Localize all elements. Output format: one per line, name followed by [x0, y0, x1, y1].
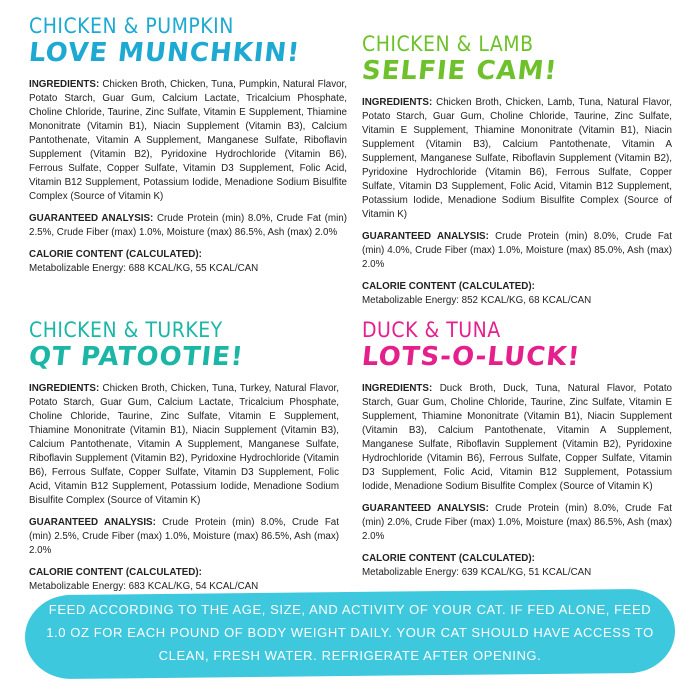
analysis-label: GUARANTEED ANALYSIS: [29, 213, 154, 224]
calorie-label: CALORIE CONTENT (CALCULATED): [362, 281, 535, 292]
ingredients-section [29, 382, 339, 508]
calorie-label: CALORIE CONTENT (CALCULATED): [29, 249, 202, 260]
calorie-section [362, 280, 672, 308]
product-subtitle: CHICKEN & PUMPKIN [29, 14, 234, 38]
product-chicken-lamb [362, 32, 672, 308]
analysis-label: GUARANTEED ANALYSIS: [29, 517, 156, 528]
analysis-section [29, 212, 347, 240]
analysis-text: Crude Protein (min) 8.0%, Crude Fat (min) 2.0%, Crude Fiber (max) 1.0%, Moisture (max) 86.5%, Ash (max) 2.0% [362, 503, 672, 542]
product-name: LOTS-O-LUCK! [360, 342, 582, 372]
calorie-section [29, 566, 339, 594]
ingredients-label: INGREDIENTS: [362, 383, 433, 394]
ingredients-label: INGREDIENTS: [362, 97, 433, 108]
analysis-label: GUARANTEED ANALYSIS: [362, 503, 489, 514]
product-name: SELFIE CAM! [360, 56, 559, 86]
analysis-section [29, 516, 339, 558]
analysis-section [362, 502, 672, 544]
product-subtitle: DUCK & TUNA [362, 318, 501, 342]
calorie-text: Metabolizable Energy: 639 KCAL/KG, 51 KCAL/CAN [362, 567, 592, 578]
calorie-section [29, 248, 347, 276]
ingredients-section [362, 96, 672, 222]
product-name: QT PATOOTIE! [27, 342, 246, 372]
product-subtitle: CHICKEN & LAMB [362, 32, 534, 56]
product-duck-tuna [362, 318, 672, 580]
calorie-text: Metabolizable Energy: 683 KCAL/KG, 54 KCAL/CAN [29, 581, 259, 592]
ingredients-text: Chicken Broth, Chicken, Tuna, Pumpkin, Natural Flavor, Potato Starch, Guar Gum, Calcium Lactate, Tricalcium Phosphate, Choline Chloride, Taurine, Zinc Sulfate, Vitamin E Supplement, Thiamine Mononitrate (Vitamin B1), Niacin Supplement (Vitamin B3), Calcium Pantothenate, Vitamin A Supplement, Manganese Sulfate, Riboflavin Supplement (Vitamin B2), Pyridoxine Hydrochloride (Vitamin B6), Ferrous Sulfate, Copper Sulfate, Vitamin D3 Supplement, Folic Acid, Vitamin B12 Supplement, Potassium Iodide, Menadione Sodium Bisulfite Complex (Source of Vitamin K) [29, 79, 347, 202]
ingredients-label: INGREDIENTS: [29, 79, 100, 90]
calorie-text: Metabolizable Energy: 852 KCAL/KG, 68 KCAL/CAN [362, 295, 592, 306]
feeding-instructions: FEED ACCORDING TO THE AGE, SIZE, AND ACTIVITY OF YOUR CAT. IF FED ALONE, FEED 1.0 OZ FOR EACH POUND OF BODY WEIGHT DAILY. YOUR CAT SHOULD HAVE ACCESS TO CLEAN, FRESH WATER. REFRIGERATE AFTER OPENING. [46, 602, 654, 663]
product-name: LOVE MUNCHKIN! [27, 38, 302, 68]
ingredients-label: INGREDIENTS: [29, 383, 100, 394]
analysis-text: Crude Protein (min) 8.0%, Crude Fat (min) 2.5%, Crude Fiber (max) 1.0%, Moisture (max) 86.5%, Ash (max) 2.0% [29, 517, 339, 556]
analysis-label: GUARANTEED ANALYSIS: [362, 231, 489, 242]
ingredients-section [29, 78, 347, 204]
ingredients-text: Duck Broth, Duck, Tuna, Natural Flavor, Potato Starch, Guar Gum, Choline Chloride, Taurine, Zinc Sulfate, Vitamin E Supplement, Thiamine Mononitrate (Vitamin B1), Niacin Supplement (Vitamin B3), Calcium Pantothenate, Vitamin A Supplement, Manganese Sulfate, Riboflavin Supplement (Vitamin B2), Pyridoxine Hydrochloride (Vitamin B6), Ferrous Sulfate, Copper Sulfate, Vitamin D3 Supplement, Folic Acid, Vitamin B12 Supplement, Potassium Iodide, Menadione Sodium Bisulfite Complex (Source of Vitamin K) [362, 383, 672, 492]
calorie-label: CALORIE CONTENT (CALCULATED): [362, 553, 535, 564]
calorie-label: CALORIE CONTENT (CALCULATED): [29, 567, 202, 578]
product-chicken-turkey [29, 318, 339, 594]
analysis-text: Crude Protein (min) 8.0%, Crude Fat (min) 2.5%, Crude Fiber (max) 1.0%, Moisture (max) 86.5%, Ash (max) 2.0% [29, 213, 347, 238]
analysis-section [362, 230, 672, 272]
ingredients-text: Chicken Broth, Chicken, Lamb, Tuna, Natural Flavor, Potato Starch, Guar Gum, Choline Chloride, Taurine, Zinc Sulfate, Vitamin E Supplement, Thiamine Mononitrate (Vitamin B1), Niacin Supplement (Vitamin B3), Calcium Pantothenate, Vitamin A Supplement, Manganese Sulfate, Riboflavin Supplement (Vitamin B2), Pyridoxine Hydrochloride (Vitamin B6), Ferrous Sulfate, Copper Sulfate, Vitamin D3 Supplement, Folic Acid, Vitamin B12 Supplement, Potassium Iodide, Menadione Sodium Bisulfite Complex (Source of Vitamin K) [362, 97, 672, 220]
calorie-section [362, 552, 672, 580]
calorie-text: Metabolizable Energy: 688 KCAL/KG, 55 KCAL/CAN [29, 263, 259, 274]
product-chicken-pumpkin [29, 14, 347, 276]
ingredients-section [362, 382, 672, 494]
analysis-text: Crude Protein (min) 8.0%, Crude Fat (min) 4.0%, Crude Fiber (max) 1.0%, Moisture (max) 85.0%, Ash (max) 2.0% [362, 231, 672, 270]
product-subtitle: CHICKEN & TURKEY [29, 318, 223, 342]
ingredients-text: Chicken Broth, Chicken, Tuna, Turkey, Natural Flavor, Potato Starch, Guar Gum, Calcium Lactate, Tricalcium Phosphate, Choline Chloride, Taurine, Zinc Sulfate, Vitamin E Supplement, Thiamine Mononitrate (Vitamin B1), Niacin Supplement (Vitamin B3), Calcium Pantothenate, Vitamin A Supplement, Manganese Sulfate, Riboflavin Supplement (Vitamin B2), Pyridoxine Hydrochloride (Vitamin B6), Ferrous Sulfate, Copper Sulfate, Vitamin D3 Supplement, Folic Acid, Vitamin B12 Supplement, Potassium Iodide, Menadione Sodium Bisulfite Complex (Source of Vitamin K) [29, 383, 339, 506]
